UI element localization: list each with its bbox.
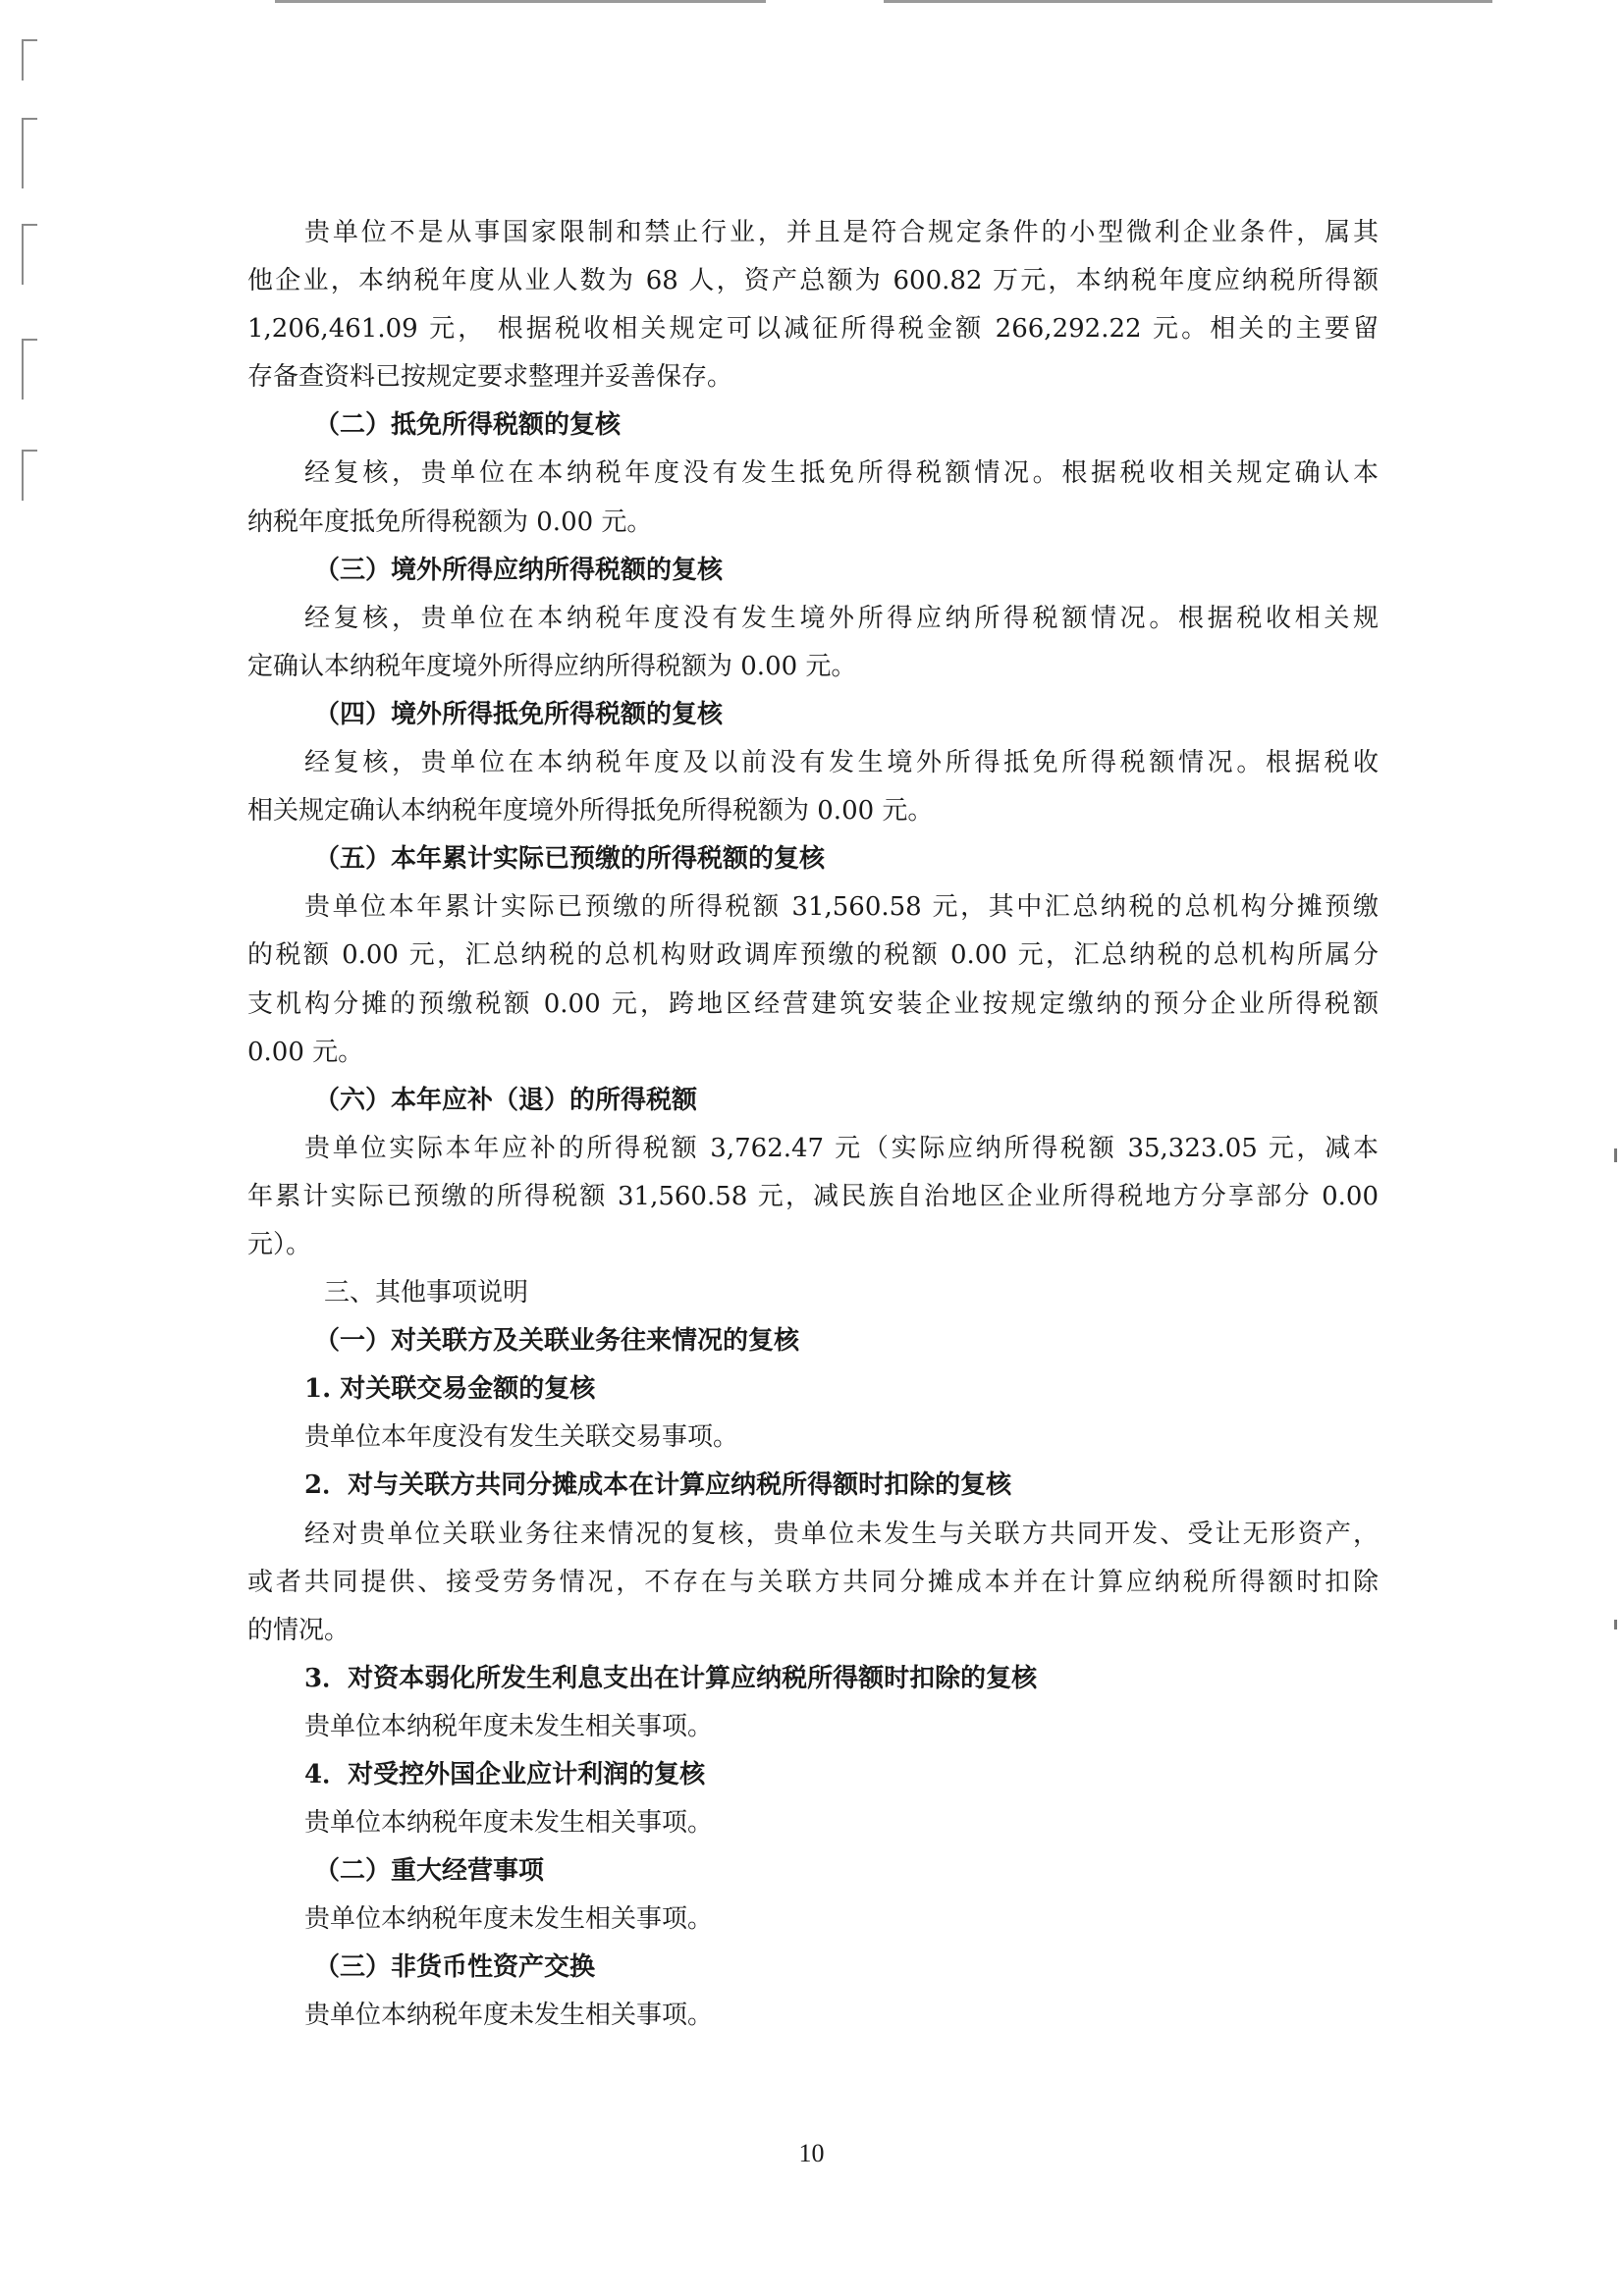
section-heading: （二）抵免所得税额的复核 xyxy=(314,410,622,441)
section-heading: （三）境外所得应纳所得税额的复核 xyxy=(314,555,724,585)
binding-mark xyxy=(22,339,37,400)
subsection-heading: 1. 对关联交易金额的复核 xyxy=(304,1374,596,1405)
subsection-heading: 4．对受控外国企业应计利润的复核 xyxy=(304,1760,706,1789)
binding-mark xyxy=(22,118,37,188)
section-heading: （一）对关联方及关联业务往来情况的复核 xyxy=(314,1326,800,1357)
page-number: 10 xyxy=(798,2139,825,2167)
paragraph-line: 纳税年度抵免所得税额为 0.00 元。 xyxy=(247,507,653,537)
section-heading: （五）本年累计实际已预缴的所得税额的复核 xyxy=(314,844,826,875)
binding-mark xyxy=(22,224,37,285)
paragraph-line: 年累计实际已预缴的所得税额 31,560.58 元，减民族自治地区企业所得税地方分享部分 0.00 xyxy=(247,1181,1379,1211)
paragraph-line: 经复核，贵单位在本纳税年度及以前没有发生境外所得抵免所得税额情况。根据税收 xyxy=(304,748,1379,778)
chapter-heading: 三、其他事项说明 xyxy=(324,1278,529,1308)
paragraph-line: 他企业，本纳税年度从业人数为 68 人，资产总额为 600.82 万元，本纳税年度应纳税所得额 xyxy=(247,266,1379,296)
paragraph-line: 0.00 元。 xyxy=(247,1037,364,1067)
paragraph-line: 的情况。 xyxy=(247,1615,351,1645)
paragraph-line: 贵单位本年度没有发生关联交易事项。 xyxy=(304,1422,739,1453)
scan-edge-top xyxy=(0,0,1623,3)
section-heading: （六）本年应补（退）的所得税额 xyxy=(314,1085,698,1115)
section-heading: （二）重大经营事项 xyxy=(314,1856,545,1887)
subsection-heading: 2．对与关联方共同分摊成本在计算应纳税所得额时扣除的复核 xyxy=(304,1470,1012,1501)
scan-speck xyxy=(1614,1620,1617,1629)
paragraph-line: 或者共同提供、接受劳务情况，不存在与关联方共同分摊成本并在计算应纳税所得额时扣除 xyxy=(247,1567,1379,1597)
paragraph-line: 经复核，贵单位在本纳税年度没有发生境外所得应纳所得税额情况。根据税收相关规 xyxy=(304,603,1379,633)
paragraph-line: 经对贵单位关联业务往来情况的复核，贵单位未发生与关联方共同开发、受让无形资产， xyxy=(304,1519,1379,1549)
paragraph-line: 贵单位本纳税年度未发生相关事项。 xyxy=(304,2001,714,2031)
subsection-heading: 3．对资本弱化所发生利息支出在计算应纳税所得额时扣除的复核 xyxy=(304,1663,1038,1693)
paragraph-line: 贵单位本年累计实际已预缴的所得税额 31,560.58 元，其中汇总纳税的总机构分摊预缴 xyxy=(304,892,1379,923)
binding-mark xyxy=(22,450,37,501)
paragraph-line: 贵单位本纳税年度未发生相关事项。 xyxy=(304,1808,714,1839)
scan-speck xyxy=(1614,1148,1617,1162)
paragraph-line: 经复核，贵单位在本纳税年度没有发生抵免所得税额情况。根据税收相关规定确认本 xyxy=(304,458,1379,489)
section-heading: （三）非货币性资产交换 xyxy=(314,1952,596,1983)
paragraph-line: 贵单位不是从事国家限制和禁止行业，并且是符合规定条件的小型微利企业条件，属其 xyxy=(304,218,1379,247)
paragraph-line: 贵单位本纳税年度未发生相关事项。 xyxy=(304,1711,714,1741)
binding-mark xyxy=(22,39,37,80)
page-body xyxy=(247,209,1379,2041)
paragraph-line: 贵单位实际本年应补的所得税额 3,762.47 元（实际应纳所得税额 35,323.05 元，减本 xyxy=(304,1133,1379,1163)
paragraph-line: 元）。 xyxy=(247,1229,312,1259)
paragraph-line: 定确认本纳税年度境外所得应纳所得税额为 0.00 元。 xyxy=(247,651,857,681)
paragraph-line: 存备查资料已按规定要求整理并妥善保存。 xyxy=(247,362,733,393)
paragraph-line: 的税额 0.00 元，汇总纳税的总机构财政调库预缴的税额 0.00 元，汇总纳税的总机构所属分 xyxy=(247,940,1379,971)
paragraph-line: 贵单位本纳税年度未发生相关事项。 xyxy=(304,1904,714,1935)
paragraph-line: 相关规定确认本纳税年度境外所得抵免所得税额为 0.00 元。 xyxy=(247,796,934,827)
paragraph-line: 1,206,461.09 元， 根据税收相关规定可以减征所得税金额 266,292.22 元。相关的主要留 xyxy=(247,314,1379,345)
section-heading: （四）境外所得抵免所得税额的复核 xyxy=(314,699,724,729)
paragraph-line: 支机构分摊的预缴税额 0.00 元，跨地区经营建筑安装企业按规定缴纳的预分企业所得税额 xyxy=(247,988,1379,1019)
